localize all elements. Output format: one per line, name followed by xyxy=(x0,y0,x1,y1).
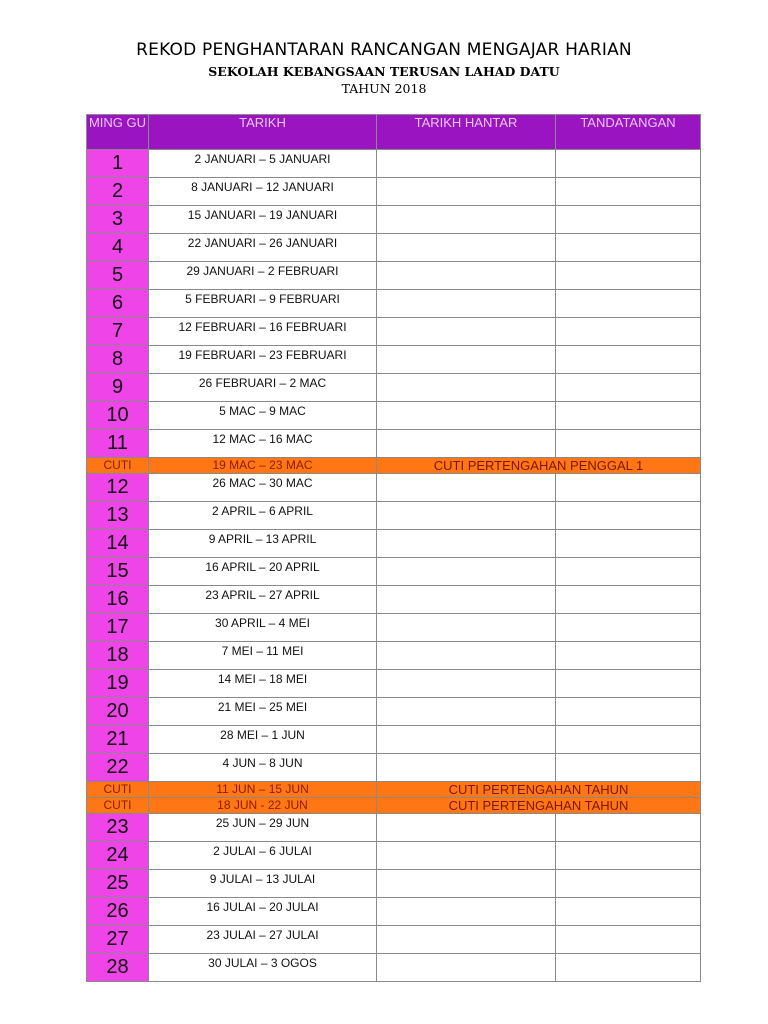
signature-cell[interactable] xyxy=(556,474,701,502)
week-row xyxy=(87,698,701,726)
week-row xyxy=(87,206,701,234)
week-row xyxy=(87,814,701,842)
week-row xyxy=(87,614,701,642)
week-date-range: 21 MEI – 25 MEI xyxy=(149,698,377,726)
week-number: 20 xyxy=(87,698,149,726)
week-row xyxy=(87,402,701,430)
signature-cell[interactable] xyxy=(556,954,701,982)
signature-cell[interactable] xyxy=(556,290,701,318)
week-date-range: 26 MAC – 30 MAC xyxy=(149,474,377,502)
week-row xyxy=(87,502,701,530)
week-row xyxy=(87,374,701,402)
submit-date-cell[interactable] xyxy=(377,954,556,982)
week-number: 12 xyxy=(87,474,149,502)
submit-date-cell[interactable] xyxy=(377,842,556,870)
signature-cell[interactable] xyxy=(556,842,701,870)
column-header-week: MING GU xyxy=(87,115,149,150)
week-date-range: 9 APRIL – 13 APRIL xyxy=(149,530,377,558)
week-row xyxy=(87,430,701,458)
submit-date-cell[interactable] xyxy=(377,814,556,842)
week-row xyxy=(87,178,701,206)
signature-cell[interactable] xyxy=(556,698,701,726)
submit-date-cell[interactable] xyxy=(377,374,556,402)
signature-cell[interactable] xyxy=(556,530,701,558)
week-number: 8 xyxy=(87,346,149,374)
week-date-range: 5 MAC – 9 MAC xyxy=(149,402,377,430)
week-date-range: 9 JULAI – 13 JULAI xyxy=(149,870,377,898)
week-row xyxy=(87,530,701,558)
week-date-range: 2 APRIL – 6 APRIL xyxy=(149,502,377,530)
week-row xyxy=(87,318,701,346)
week-row xyxy=(87,842,701,870)
week-number: 7 xyxy=(87,318,149,346)
week-date-range: 28 MEI – 1 JUN xyxy=(149,726,377,754)
submit-date-cell[interactable] xyxy=(377,206,556,234)
week-row xyxy=(87,262,701,290)
week-number: 15 xyxy=(87,558,149,586)
week-number: 27 xyxy=(87,926,149,954)
holiday-label: CUTI xyxy=(87,458,149,474)
submit-date-cell[interactable] xyxy=(377,670,556,698)
week-row xyxy=(87,586,701,614)
signature-cell[interactable] xyxy=(556,754,701,782)
week-date-range: 23 APRIL – 27 APRIL xyxy=(149,586,377,614)
week-number: 10 xyxy=(87,402,149,430)
table-header-row xyxy=(87,115,701,150)
week-row xyxy=(87,898,701,926)
signature-cell[interactable] xyxy=(556,726,701,754)
week-number: 19 xyxy=(87,670,149,698)
week-date-range: 19 FEBRUARI – 23 FEBRUARI xyxy=(149,346,377,374)
week-date-range: 25 JUN – 29 JUN xyxy=(149,814,377,842)
week-number: 23 xyxy=(87,814,149,842)
submit-date-cell[interactable] xyxy=(377,150,556,178)
signature-cell[interactable] xyxy=(556,234,701,262)
week-date-range: 23 JULAI – 27 JULAI xyxy=(149,926,377,954)
signature-cell[interactable] xyxy=(556,150,701,178)
column-header-submit-date: TARIKH HANTAR xyxy=(377,115,556,150)
signature-cell[interactable] xyxy=(556,642,701,670)
week-row xyxy=(87,754,701,782)
school-name: SEKOLAH KEBANGSAAN TERUSAN LAHAD DATU xyxy=(208,64,560,79)
signature-cell[interactable] xyxy=(556,870,701,898)
week-date-range: 16 JULAI – 20 JULAI xyxy=(149,898,377,926)
week-number: 5 xyxy=(87,262,149,290)
week-number: 1 xyxy=(87,150,149,178)
week-number: 11 xyxy=(87,430,149,458)
submit-date-cell[interactable] xyxy=(377,178,556,206)
week-date-range: 12 MAC – 16 MAC xyxy=(149,430,377,458)
week-number: 3 xyxy=(87,206,149,234)
submit-date-cell[interactable] xyxy=(377,474,556,502)
week-date-range: 2 JANUARI – 5 JANUARI xyxy=(149,150,377,178)
signature-cell[interactable] xyxy=(556,402,701,430)
week-date-range: 30 APRIL – 4 MEI xyxy=(149,614,377,642)
week-date-range: 5 FEBRUARI – 9 FEBRUARI xyxy=(149,290,377,318)
signature-cell[interactable] xyxy=(556,178,701,206)
week-number: 16 xyxy=(87,586,149,614)
signature-cell[interactable] xyxy=(556,670,701,698)
column-header-signature: TANDATANGAN xyxy=(556,115,701,150)
week-number: 22 xyxy=(87,754,149,782)
week-number: 17 xyxy=(87,614,149,642)
week-row xyxy=(87,474,701,502)
holiday-row xyxy=(87,798,701,814)
week-number: 14 xyxy=(87,530,149,558)
week-row xyxy=(87,558,701,586)
week-row xyxy=(87,670,701,698)
submit-date-cell[interactable] xyxy=(377,898,556,926)
week-number: 9 xyxy=(87,374,149,402)
submit-date-cell[interactable] xyxy=(377,346,556,374)
submit-date-cell[interactable] xyxy=(377,926,556,954)
submit-date-cell[interactable] xyxy=(377,502,556,530)
week-date-range: 22 JANUARI – 26 JANUARI xyxy=(149,234,377,262)
submit-date-cell[interactable] xyxy=(377,290,556,318)
submit-date-cell[interactable] xyxy=(377,698,556,726)
week-row xyxy=(87,346,701,374)
signature-cell[interactable] xyxy=(556,926,701,954)
week-date-range: 2 JULAI – 6 JULAI xyxy=(149,842,377,870)
week-number: 4 xyxy=(87,234,149,262)
signature-cell[interactable] xyxy=(556,374,701,402)
submit-date-cell[interactable] xyxy=(377,614,556,642)
week-number: 6 xyxy=(87,290,149,318)
signature-cell[interactable] xyxy=(556,430,701,458)
document-title: REKOD PENGHANTARAN RANCANGAN MENGAJAR HARIAN xyxy=(136,40,632,60)
week-number: 25 xyxy=(87,870,149,898)
week-date-range: 14 MEI – 18 MEI xyxy=(149,670,377,698)
holiday-note: CUTI PERTENGAHAN PENGGAL 1 xyxy=(377,458,701,474)
submit-date-cell[interactable] xyxy=(377,642,556,670)
submit-date-cell[interactable] xyxy=(377,870,556,898)
week-date-range: 4 JUN – 8 JUN xyxy=(149,754,377,782)
week-number: 21 xyxy=(87,726,149,754)
holiday-date-range: 19 MAC – 23 MAC xyxy=(149,458,377,474)
week-date-range: 7 MEI – 11 MEI xyxy=(149,642,377,670)
signature-cell[interactable] xyxy=(556,558,701,586)
signature-cell[interactable] xyxy=(556,814,701,842)
week-number: 13 xyxy=(87,502,149,530)
year-label: TAHUN 2018 xyxy=(341,81,427,96)
signature-cell[interactable] xyxy=(556,262,701,290)
submit-date-cell[interactable] xyxy=(377,262,556,290)
week-date-range: 30 JULAI – 3 OGOS xyxy=(149,954,377,982)
week-number: 28 xyxy=(87,954,149,982)
week-row xyxy=(87,954,701,982)
submit-date-cell[interactable] xyxy=(377,726,556,754)
week-row xyxy=(87,150,701,178)
week-row xyxy=(87,870,701,898)
holiday-row xyxy=(87,782,701,798)
week-row xyxy=(87,642,701,670)
week-row xyxy=(87,926,701,954)
week-number: 24 xyxy=(87,842,149,870)
week-date-range: 29 JANUARI – 2 FEBRUARI xyxy=(149,262,377,290)
week-number: 26 xyxy=(87,898,149,926)
submit-date-cell[interactable] xyxy=(377,234,556,262)
holiday-date-range: 18 JUN - 22 JUN xyxy=(149,798,377,814)
week-date-range: 15 JANUARI – 19 JANUARI xyxy=(149,206,377,234)
signature-cell[interactable] xyxy=(556,898,701,926)
submit-date-cell[interactable] xyxy=(377,318,556,346)
week-date-range: 26 FEBRUARI – 2 MAC xyxy=(149,374,377,402)
week-date-range: 8 JANUARI – 12 JANUARI xyxy=(149,178,377,206)
signature-cell[interactable] xyxy=(556,614,701,642)
submit-date-cell[interactable] xyxy=(377,402,556,430)
week-date-range: 12 FEBRUARI – 16 FEBRUARI xyxy=(149,318,377,346)
holiday-label: CUTI xyxy=(87,782,149,798)
signature-cell[interactable] xyxy=(556,502,701,530)
submit-date-cell[interactable] xyxy=(377,586,556,614)
holiday-note: CUTI PERTENGAHAN TAHUN xyxy=(377,782,701,798)
week-number: 2 xyxy=(87,178,149,206)
signature-cell[interactable] xyxy=(556,586,701,614)
submit-date-cell[interactable] xyxy=(377,430,556,458)
holiday-row xyxy=(87,458,701,474)
submission-record-table xyxy=(86,114,701,982)
week-row xyxy=(87,290,701,318)
column-header-date: TARIKH xyxy=(149,115,377,150)
holiday-label: CUTI xyxy=(87,798,149,814)
signature-cell[interactable] xyxy=(556,206,701,234)
week-row xyxy=(87,726,701,754)
holiday-note: CUTI PERTENGAHAN TAHUN xyxy=(377,798,701,814)
holiday-date-range: 11 JUN – 15 JUN xyxy=(149,782,377,798)
week-number: 18 xyxy=(87,642,149,670)
signature-cell[interactable] xyxy=(556,318,701,346)
week-row xyxy=(87,234,701,262)
submit-date-cell[interactable] xyxy=(377,754,556,782)
submit-date-cell[interactable] xyxy=(377,530,556,558)
signature-cell[interactable] xyxy=(556,346,701,374)
submit-date-cell[interactable] xyxy=(377,558,556,586)
week-date-range: 16 APRIL – 20 APRIL xyxy=(149,558,377,586)
